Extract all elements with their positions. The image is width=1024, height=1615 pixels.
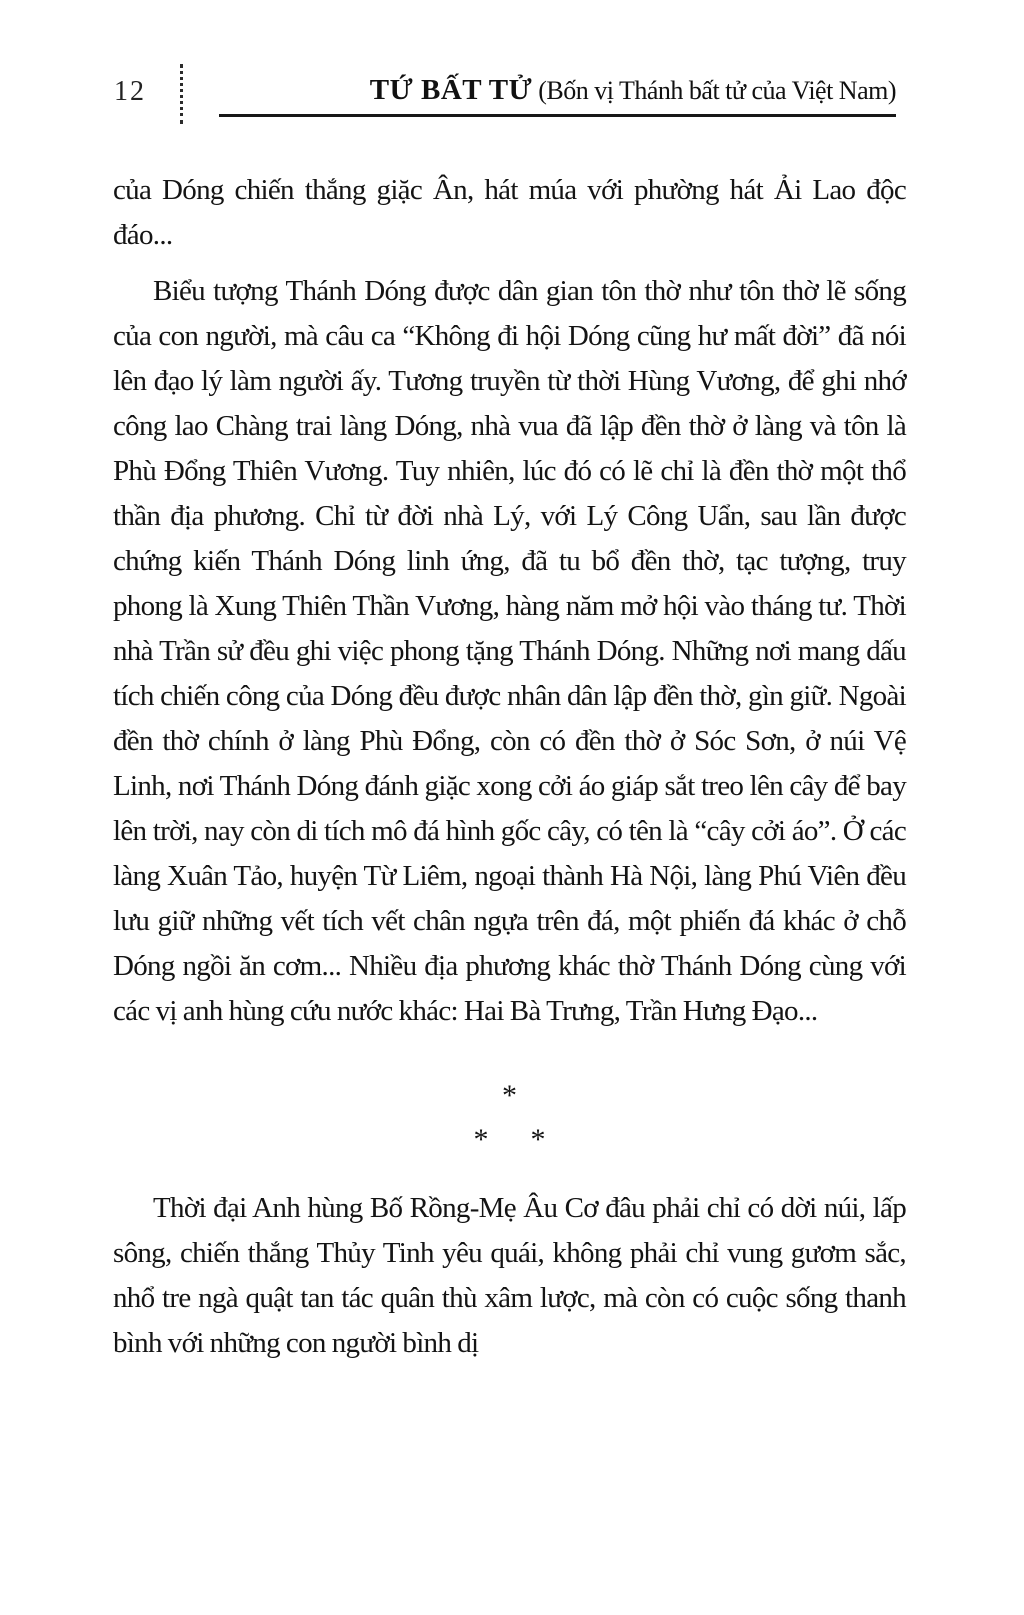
paragraph-thanh-dong: Biểu tượng Thánh Dóng được dân gian tôn thờ như tôn thờ lẽ sống của con người, mà câu ca “Không đi hội Dóng cũng hư mất đời” đã nói lên đạo lý làm người ấy. Tương truyền từ thời Hùng Vương, để ghi nhớ công lao Chàng trai làng Dóng, nhà vua đã lập đền thờ ở làng và tôn là Phù Đổng Thiên Vương. Tuy nhiên, lúc đó có lẽ chỉ là đền thờ một thổ thần địa phương. Chỉ từ đời nhà Lý, với Lý Công Uẩn, sau lần được chứng kiến Thánh Dóng linh ứng, đã tu bổ đền thờ, tạc tượng, truy phong là Xung Thiên Thần Vương, hàng năm mở hội vào tháng tư. Thời nhà Trần sử đều ghi việc phong tặng Thánh Dóng. Những nơi mang dấu tích chiến công của Dóng đều được nhân dân lập đền thờ, gìn giữ. Ngoài đền thờ chính ở làng Phù Đổng, còn có đền thờ ở Sóc Sơn, ở núi Vệ Linh, nơi Thánh Dóng đánh giặc xong cởi áo giáp sắt treo lên cây để bay lên trời, nay còn di tích mô đá hình gốc cây, có tên là “cây cởi áo”. Ở các làng Xuân Tảo, huyện Từ Liêm, ngoại thành Hà Nội, làng Phú Viên đều lưu giữ những vết tích vết chân ngựa trên đá, một phiến đá khác ở chỗ Dóng ngồi ăn cơm... Nhiều địa phương khác thờ Thánh Dóng cùng với các vị anh hùng cứu nước khác: Hai Bà Trưng, Trần Hưng Đạo...: [113, 275, 906, 1027]
running-header: [220, 74, 896, 107]
asterisk-top: *: [502, 1079, 517, 1112]
book-subtitle: (Bốn vị Thánh bất tử của Việt Nam): [532, 76, 896, 105]
asterisk-left: *: [473, 1123, 489, 1156]
header-dotted-divider: [180, 64, 183, 124]
paragraph-bo-rong-au-co: Thời đại Anh hùng Bố Rồng-Mẹ Âu Cơ đâu phải chỉ có dời núi, lấp sông, chiến thắng Thủy Tinh yêu quái, không phải chỉ vung gươm sắc, nhổ tre ngà quật tan tác quân thù xâm lược, mà còn có cuộc sống thanh bình với những con người bình dị: [113, 1192, 906, 1359]
paragraph-continuation: của Dóng chiến thắng giặc Ân, hát múa với phường hát Ải Lao độc đáo...: [113, 174, 906, 251]
asterisk-right: *: [530, 1123, 546, 1156]
page-body: [113, 168, 906, 1377]
page-number: 12: [114, 76, 146, 107]
book-title: TỨ BẤT TỬ: [369, 74, 533, 106]
header-rule: [219, 114, 896, 117]
section-separator: [113, 1074, 906, 1162]
